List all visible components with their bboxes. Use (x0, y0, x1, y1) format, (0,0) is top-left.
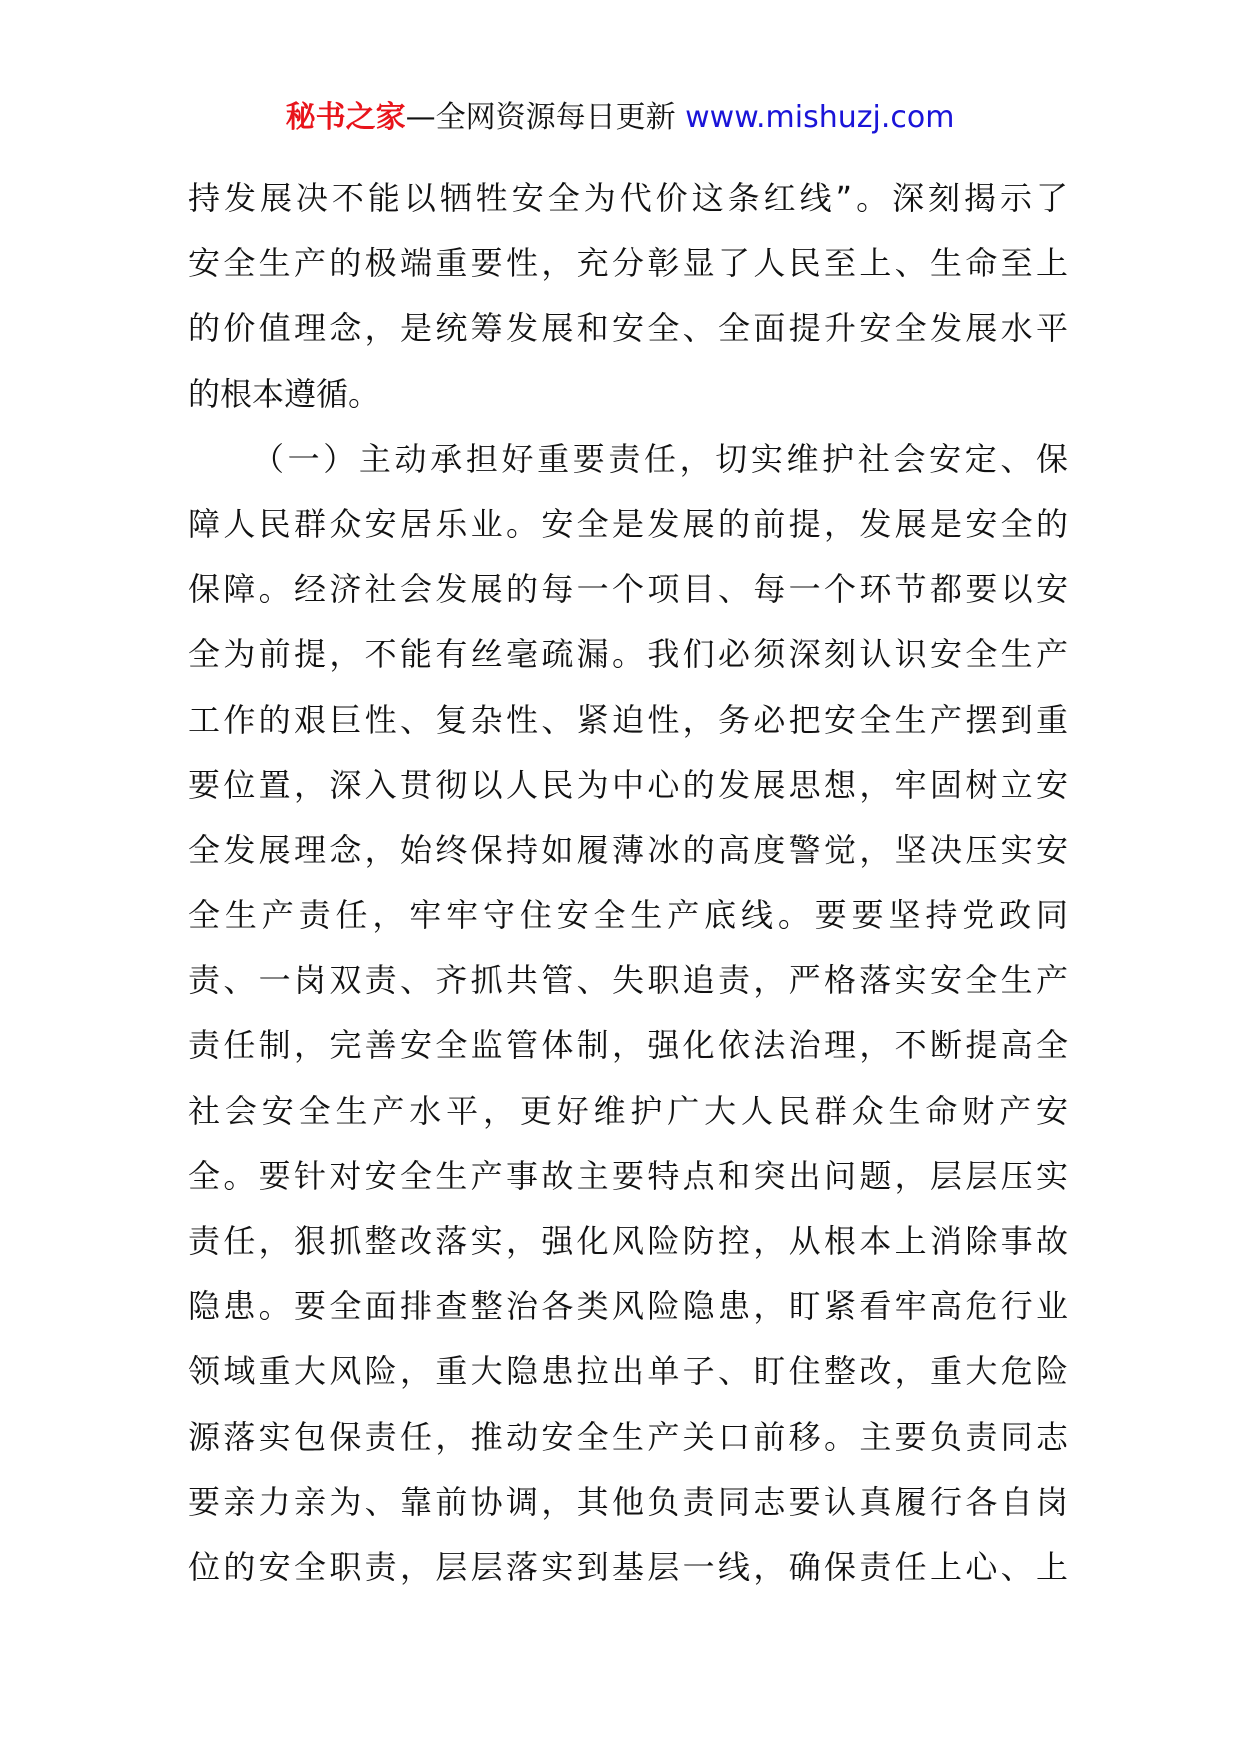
website-link[interactable]: www.mishuzj.com (685, 100, 955, 135)
text-line: 保障。经济社会发展的每一个项目、每一个环节都要以安 (188, 570, 1068, 609)
text-line: 领域重大风险，重大隐患拉出单子、盯住整改，重大危险 (188, 1352, 1068, 1391)
text-line: 的根本遵循。 (188, 374, 381, 413)
text-line: 位的安全职责，层层落实到基层一线，确保责任上心、上 (188, 1547, 1068, 1586)
text-line: 责任，狠抓整改落实，强化风险防控，从根本上消除事故 (188, 1222, 1068, 1260)
text-line: 的价值理念，是统筹发展和安全、全面提升安全发展水平 (188, 309, 1068, 348)
text-line: 社会安全生产水平，更好维护广大人民群众生命财产安 (188, 1091, 1068, 1130)
text-line: 工作的艰巨性、复杂性、紧迫性，务必把安全生产摆到重 (188, 700, 1068, 739)
text-line: 全发展理念，始终保持如履薄冰的高度警觉，坚决压实安 (188, 830, 1068, 869)
document-body (188, 166, 1068, 1600)
text-line: 源落实包保责任，推动安全生产关口前移。主要负责同志 (188, 1417, 1068, 1456)
section-heading-line: （一）主动承担好重要责任，切实维护社会安定、保 (252, 439, 1068, 478)
text-line: 全生产责任，牢牢守住安全生产底线。要要坚持党政同 (188, 896, 1068, 935)
text-line: 全。要针对安全生产事故主要特点和突出问题，层层压实 (188, 1156, 1068, 1195)
text-line: 责、一岗双责、齐抓共管、失职追责，严格落实安全生产 (188, 961, 1068, 1000)
text-line: 责任制，完善安全监管体制，强化依法治理，不断提高全 (188, 1026, 1068, 1065)
text-line: 隐患。要全面排查整治各类风险隐患，盯紧看牢高危行业 (188, 1287, 1068, 1326)
text-line: 障人民群众安居乐业。安全是发展的前提，发展是安全的 (188, 504, 1068, 543)
text-line: 全为前提，不能有丝毫疏漏。我们必须深刻认识安全生产 (188, 635, 1068, 674)
text-line: 安全生产的极端重要性，充分彰显了人民至上、生命至上 (188, 244, 1068, 283)
brand-name: 秘书之家 (285, 100, 406, 135)
text-line: 持发展决不能以牺牲安全为代价这条红线”。深刻揭示了 (188, 179, 1068, 217)
header-tagline: —全网资源每日更新 (405, 100, 686, 135)
text-line: 要位置，深入贯彻以人民为中心的发展思想，牢固树立安 (188, 765, 1068, 804)
text-line: 要亲力亲为、靠前协调，其他负责同志要认真履行各自岗 (188, 1482, 1068, 1521)
site-header (0, 98, 1240, 138)
